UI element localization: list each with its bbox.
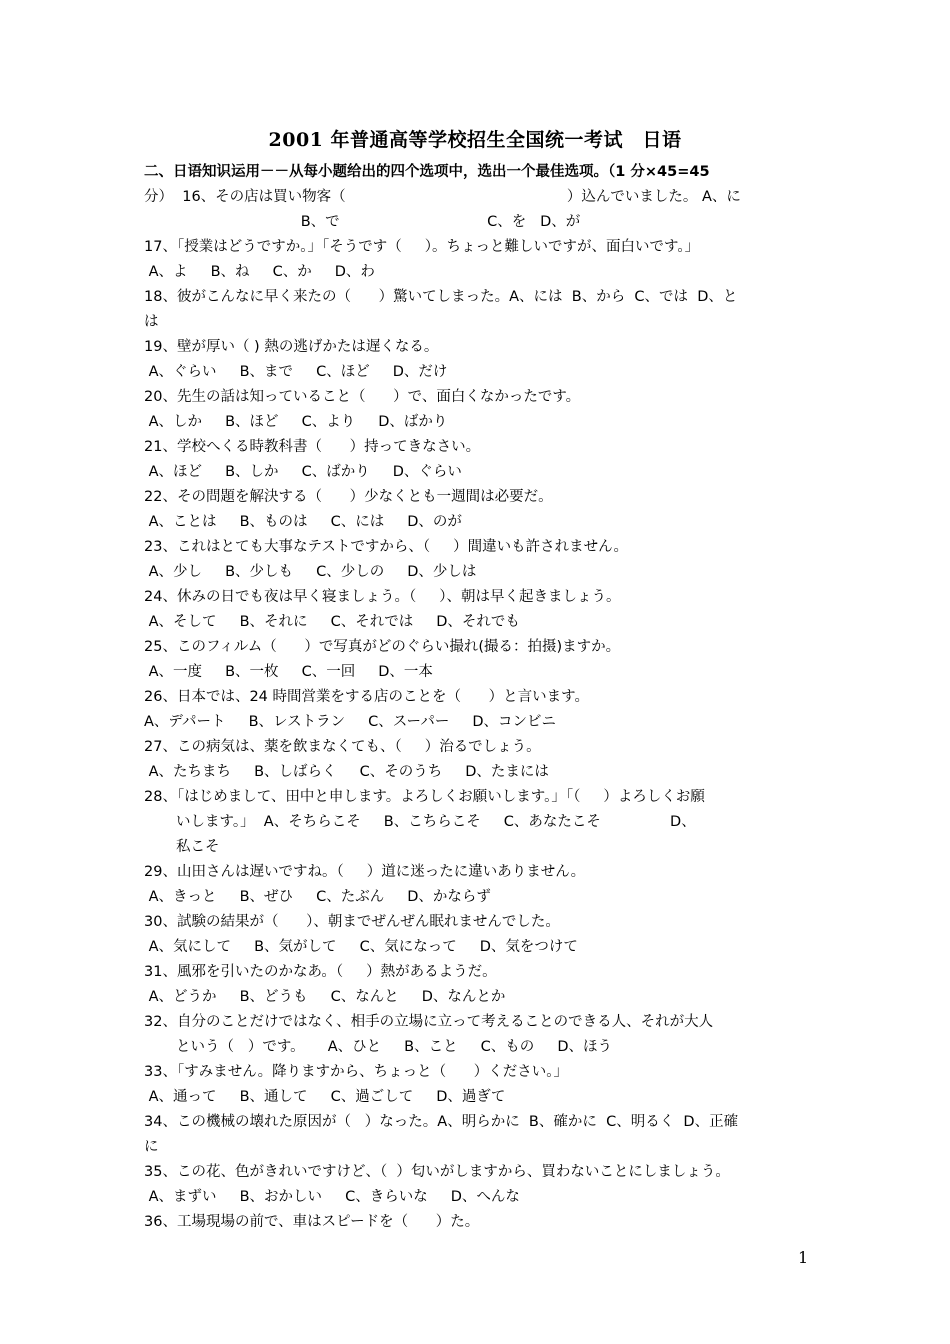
text-line: 23、これはとても大事なテストですから、（ ）間違いも許されません。 — [144, 539, 629, 555]
text-line: A、そして B、それに C、それでは D、それでも — [144, 614, 520, 630]
text-line: 17、「授業はどうですか。」「そうです（ ）。ちょっと難しいですが、面白いです。」 — [144, 239, 700, 255]
text-line: 28、「はじめまして、田中と申します。よろしくお願いします。」「（ ）よろしくお願 — [144, 789, 705, 805]
text-line: A、ことは B、ものは C、には D、のが — [144, 514, 462, 530]
text-line: A、少し B、少しも C、少しの D、少しは — [144, 564, 477, 580]
text-line: 22、その問題を解決する（ ）少なくとも一週間は必要だ。 — [144, 489, 553, 505]
text-line: A、通って B、通して C、過ごして D、過ぎて — [144, 1089, 506, 1105]
text-line: は — [144, 314, 159, 330]
text-line: 19、壁が厚い（ ) 熱の逃げかたは遅くなる。 — [144, 339, 439, 355]
text-line: に — [144, 1139, 159, 1155]
text-line: 34、この機械の壊れた原因が（ ）なった。A、明らかに B、確かに C、明るく D、正確 — [144, 1114, 739, 1130]
text-line: A、ぐらい B、まで C、ほど D、だけ — [144, 364, 448, 380]
text-line: 31、風邪を引いたのかなあ。（ ）熱があるようだ。 — [144, 964, 497, 980]
text-line: 21、学校へくる時教科書（ ）持ってきなさい。 — [144, 439, 481, 455]
text-line: A、しか B、ほど C、より D、ばかり — [144, 414, 448, 430]
text-line: A、デパート B、レストラン C、スーパー D、コンビニ — [144, 714, 557, 730]
text-line: 25、このフィルム（ ）で写真がどのぐらい撮れ(撮る：拍摄)ますか。 — [144, 639, 621, 655]
text-line: 私こそ — [176, 839, 220, 855]
text-line: 32、自分のことだけではなく、相手の立場に立って考えることのできる人、それが大人 — [144, 1014, 714, 1030]
text-line: 30、試験の結果が（ ）、朝までぜんぜん眠れませんでした。 — [144, 914, 560, 930]
text-line: 20、先生の話は知っていること（ ）で、面白くなかったです。 — [144, 389, 581, 405]
page-number: 1 — [798, 1248, 809, 1267]
text-line: A、きっと B、ぜひ C、たぶん D、かならず — [144, 889, 491, 905]
text-line: B、で C、を D、が — [144, 214, 581, 230]
document-title: 2001 年普通高等学校招生全国统一考试 日语 — [268, 129, 682, 151]
text-line: いします。」 A、そちらこそ B、こちらこそ C、あなたこそ D、 — [176, 814, 696, 830]
document-body — [144, 160, 824, 1235]
text-line: 33、「すみません。降りますから、ちょっと（ ）ください。」 — [144, 1064, 568, 1080]
text-line: 35、この花、色がきれいですけど、（ ）匂いがしますから、買わないことにしましょう。 — [144, 1164, 730, 1180]
text-line: 36、工場現場の前で、車はスピードを（ ）た。 — [144, 1214, 480, 1230]
text-line: A、一度 B、一枚 C、一回 D、一本 — [144, 664, 433, 680]
text-line: 29、山田さんは遅いですね。（ ）道に迷ったに違いありません。 — [144, 864, 586, 880]
text-line: A、よ B、ね C、か D、わ — [144, 264, 375, 280]
text-line: 26、日本では、24 時間営業をする店のことを（ ）と言います。 — [144, 689, 590, 705]
text-line: A、気にして B、気がして C、気になって D、気をつけて — [144, 939, 578, 955]
text-line: A、どうか B、どうも C、なんと D、なんとか — [144, 989, 506, 1005]
text-line: A、たちまち B、しばらく C、そのうち D、たまには — [144, 764, 549, 780]
text-line: A、まずい B、おかしい C、きらいな D、へんな — [144, 1189, 520, 1205]
text-line: 27、この病気は、薬を飲まなくても、（ ）治るでしょう。 — [144, 739, 541, 755]
text-line: 分） 16、その店は買い物客（ ）込んでいました。 A、に — [144, 189, 741, 205]
text-line: 24、休みの日でも夜は早く寝ましょう。（ ）、朝は早く起きましょう。 — [144, 589, 621, 605]
text-line: という（ ）です。 A、ひと B、こと C、もの D、ほう — [176, 1039, 613, 1055]
text-line: 18、彼がこんなに早く来たの（ ）驚いてしまった。A、には B、から C、では D、と — [144, 289, 738, 305]
text-line: 二、日语知识运用－－从每小题给出的四个选项中，选出一个最佳选项。（1 分×45=45 — [144, 164, 710, 180]
text-line: A、ほど B、しか C、ばかり D、ぐらい — [144, 464, 462, 480]
